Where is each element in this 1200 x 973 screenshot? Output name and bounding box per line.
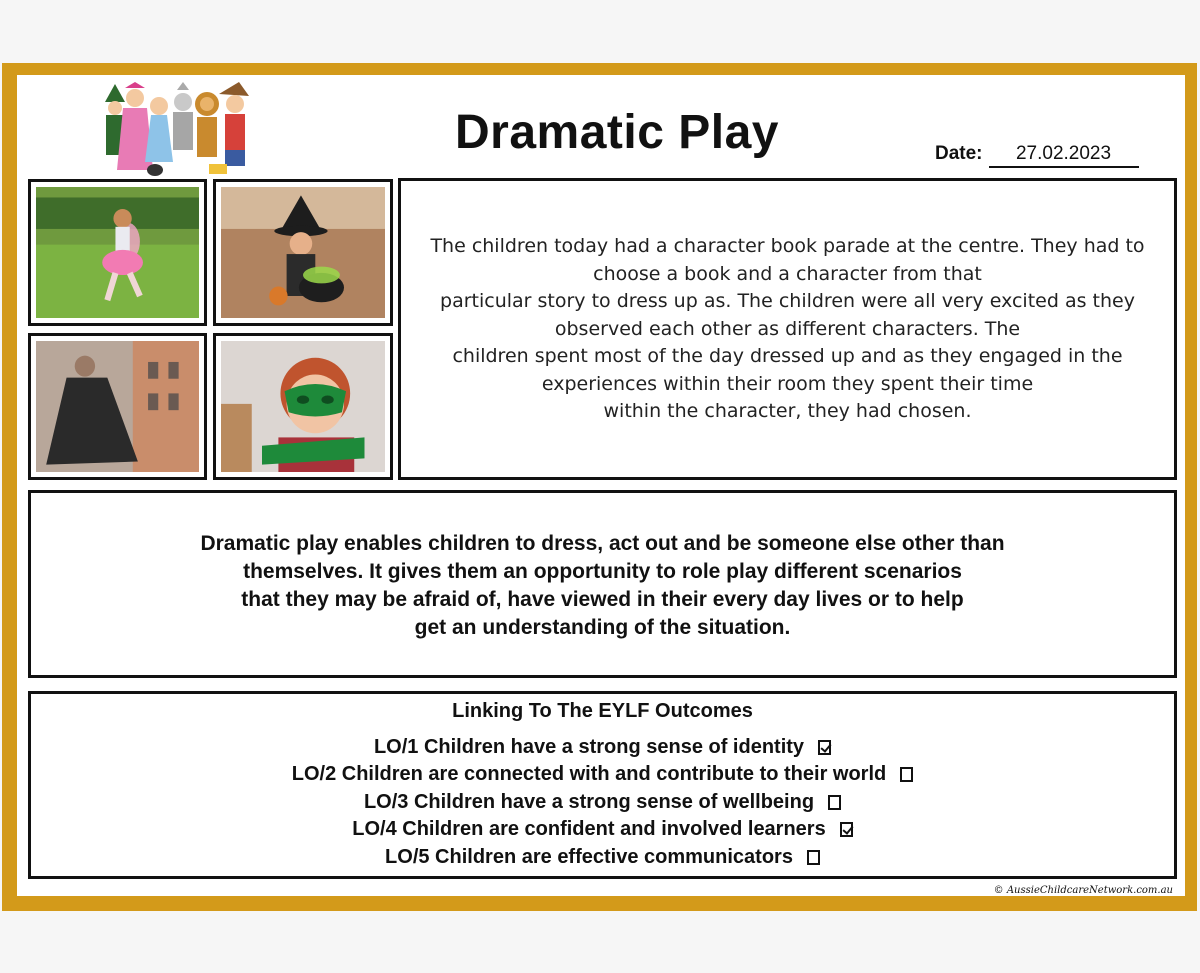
- outcome-text: LO/3 Children have a strong sense of wellbeing: [363, 790, 815, 813]
- outcome-checkbox[interactable]: [828, 795, 841, 810]
- observation-text: [421, 233, 1154, 426]
- costume-characters-icon: [91, 82, 261, 182]
- outcome-item: [31, 816, 1174, 843]
- outcome-checkbox[interactable]: [840, 822, 853, 837]
- superhero-mask-photo: [213, 333, 393, 480]
- outcome-text: LO/1 Children have a strong sense of identity: [373, 736, 805, 758]
- outcome-item: [31, 761, 1174, 788]
- observation-text-box: [398, 178, 1177, 480]
- outcome-text: LO/5 Children are effective communicators: [385, 845, 793, 868]
- outcome-item: [31, 844, 1174, 871]
- outcome-list: [31, 734, 1174, 871]
- worksheet-frame: [2, 63, 1197, 911]
- purpose-text: [51, 530, 1154, 642]
- outcome-checkbox[interactable]: [900, 767, 913, 782]
- purpose-text-box: [28, 490, 1177, 678]
- eylf-title: Linking To The EYLF Outcomes: [452, 700, 753, 722]
- observation-line: choose a book and a character from that: [593, 262, 982, 285]
- outcome-text: LO/4 Children are confident and involved learners: [352, 818, 826, 841]
- copyright-notice: © AussieChildcareNetwork.com.au: [993, 885, 1173, 896]
- outcome-checkbox[interactable]: [807, 850, 820, 865]
- witch-costume-photo: [213, 179, 393, 326]
- observation-line: particular story to dress up as. The children were all very excited as they: [440, 290, 1135, 312]
- cape-costume-photo: [28, 333, 207, 480]
- eylf-outcomes-box: [28, 691, 1177, 879]
- observation-line: experiences within their room they spent their time: [541, 372, 1034, 395]
- date-value: 27.02.2023: [989, 143, 1139, 168]
- outcome-item: [31, 789, 1174, 816]
- page-title: Dramatic Play: [454, 106, 779, 159]
- fairy-costume-photo: [28, 179, 207, 326]
- observation-line: children spent most of the day dressed up and as they engaged in the: [452, 345, 1123, 367]
- observation-line: observed each other as different characters. The: [554, 317, 1021, 340]
- purpose-line: get an understanding of the situation.: [414, 616, 791, 639]
- observation-line: within the character, they had chosen.: [603, 400, 972, 422]
- date-label: Date:: [935, 143, 983, 164]
- date-field: [935, 143, 1139, 168]
- purpose-line: that they may be afraid of, have viewed in their every day lives or to help: [241, 588, 964, 611]
- outcome-checkbox[interactable]: [818, 740, 831, 755]
- worksheet-body: [17, 75, 1185, 896]
- observation-line: The children today had a character book parade at the centre. They had to: [430, 235, 1145, 257]
- purpose-line: Dramatic play enables children to dress, act out and be someone else other than: [200, 532, 1005, 555]
- outcome-text: LO/2 Children are connected with and contribute to their world: [291, 763, 887, 786]
- outcome-item: [31, 734, 1174, 761]
- purpose-line: themselves. It gives them an opportunity to role play different scenarios: [243, 560, 962, 583]
